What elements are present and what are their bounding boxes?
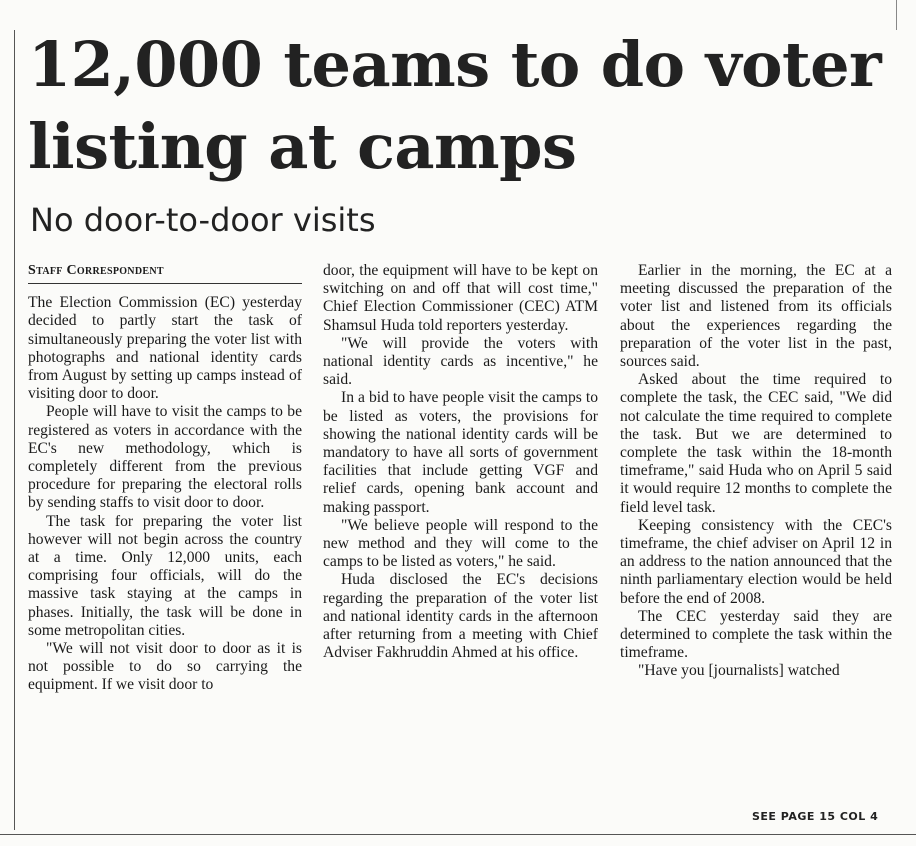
headline-line-1: 12,000 teams to do voter	[28, 28, 882, 101]
paragraph-13: "Have you [journalists] watched	[638, 662, 840, 680]
paragraph-1: The Election Commission (EC) yesterday decided to partly start the task of simultaneously preparing the voter list with photographs and national identity cards from August by setting up camps instead of visiting door to door.	[28, 294, 302, 403]
paragraph-8: Huda disclosed the EC's decisions regarding the preparation of the voter list and national identity cards in the afternoon after returning from a meeting with Chief Adviser Fakhruddin Ahmed at his office.	[323, 571, 598, 662]
article-column-2	[323, 262, 598, 662]
paragraph-7: "We believe people will respond to the new method and they will come to the camps to be listed as voters," he said.	[323, 516, 598, 571]
continuation-line: SEE PAGE 15 COL 4	[752, 810, 879, 823]
paragraph-10: Asked about the time required to complete the task, the CEC said, "We did not calculate the time required to complete the task. But we are determined to complete the task within the 18-month timeframe," said Huda who on April 5 said it would require 12 months to complete the field level task.	[620, 371, 892, 516]
paragraph-3: The task for preparing the voter list however will not begin across the country at a time. Only 12,000 units, each comprising four officials, will do the massive task staying at the camps in phases. Initially, the task will be done in some metropolitan cities.	[28, 512, 302, 639]
headline-line-2: listing at camps	[28, 110, 577, 183]
article-column-1	[28, 262, 302, 695]
paragraph-12: The CEC yesterday said they are determined to complete the task within the timeframe.	[620, 607, 892, 662]
paragraph-6: In a bid to have people visit the camps to be listed as voters, the provisions for showing the national identity cards will be mandatory to have all sorts of government facilities that include getting VGF and relief cards, opening bank account and making passport.	[323, 389, 598, 516]
bottom-rule	[0, 834, 916, 835]
article-column-3	[620, 262, 892, 681]
paragraph-4-continued: door, the equipment will have to be kept on switching on and off that will cost time," Chief Election Commissioner (CEC) ATM Shamsul Huda told reporters yesterday.	[323, 262, 598, 334]
paragraph-11: Keeping consistency with the CEC's timeframe, the chief adviser on April 12 in an address to the nation announced that the ninth parliamentary election would be held before the end of 2008.	[620, 516, 892, 607]
paragraph-9: Earlier in the morning, the EC at a meeting discussed the preparation of the voter list and listened from its officials about the experiences regarding the preparation of the voter list in the past, sources said.	[620, 262, 892, 371]
column-rule-right	[896, 0, 897, 30]
subheadline: No door-to-door visits	[30, 201, 376, 239]
byline: Staff Correspondent	[28, 262, 302, 284]
paragraph-2: People will have to visit the camps to be registered as voters in accordance with the EC's new methodology, which is completely different from the previous procedure for preparing the electoral rolls by sending staffs to visit door to door.	[28, 403, 302, 512]
paragraph-4-start: "We will not visit door to door as it is not possible to do so carrying the equipment. If we visit door to	[28, 640, 302, 694]
paragraph-5: "We will provide the voters with national identity cards as incentive," he said.	[323, 334, 598, 389]
column-rule-left	[14, 30, 15, 830]
headline	[28, 24, 888, 188]
